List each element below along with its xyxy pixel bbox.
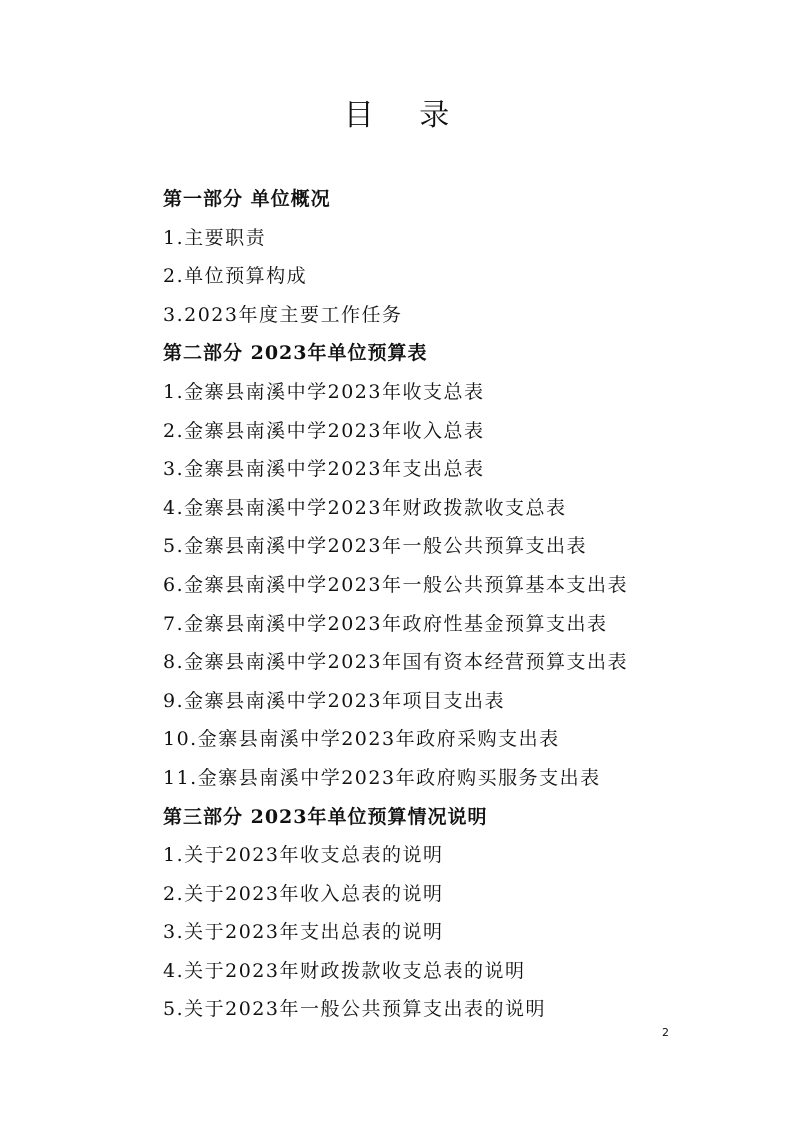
toc-item: 5.关于2023年一般公共预算支出表的说明: [163, 998, 546, 1021]
toc-item: 8.金寨县南溪中学2023年国有资本经营预算支出表: [163, 651, 628, 674]
page-title: 目 录: [343, 98, 468, 133]
toc-item: 2.金寨县南溪中学2023年收入总表: [163, 419, 485, 442]
toc-item: 1.金寨县南溪中学2023年收支总表: [163, 380, 485, 403]
toc-item: 3.金寨县南溪中学2023年支出总表: [163, 458, 485, 481]
toc-item: 1.关于2023年收支总表的说明: [163, 844, 444, 867]
toc-section-heading: 第三部分 2023年单位预算情况说明: [163, 805, 488, 828]
page-number: 2: [662, 1026, 669, 1039]
toc-item: 4.关于2023年财政拨款收支总表的说明: [163, 959, 526, 982]
toc-item: 3.2023年度主要工作任务: [163, 303, 403, 326]
toc-item: 1.主要职责: [163, 226, 267, 249]
toc-item: 2.单位预算构成: [163, 265, 308, 288]
toc-item: 4.金寨县南溪中学2023年财政拨款收支总表: [163, 496, 567, 519]
table-of-contents: [163, 180, 723, 1029]
toc-item: 6.金寨县南溪中学2023年一般公共预算基本支出表: [163, 573, 628, 596]
toc-section-heading: 第二部分 2023年单位预算表: [163, 342, 428, 365]
toc-item: 5.金寨县南溪中学2023年一般公共预算支出表: [163, 535, 587, 558]
toc-item: 11.金寨县南溪中学2023年政府购买服务支出表: [163, 766, 601, 789]
toc-item: 9.金寨县南溪中学2023年项目支出表: [163, 689, 505, 712]
toc-item: 10.金寨县南溪中学2023年政府采购支出表: [163, 728, 560, 751]
toc-item: 2.关于2023年收入总表的说明: [163, 882, 444, 905]
toc-item: 7.金寨县南溪中学2023年政府性基金预算支出表: [163, 612, 608, 635]
toc-section-heading: 第一部分 单位概况: [163, 188, 331, 210]
toc-item: 3.关于2023年支出总表的说明: [163, 921, 444, 944]
